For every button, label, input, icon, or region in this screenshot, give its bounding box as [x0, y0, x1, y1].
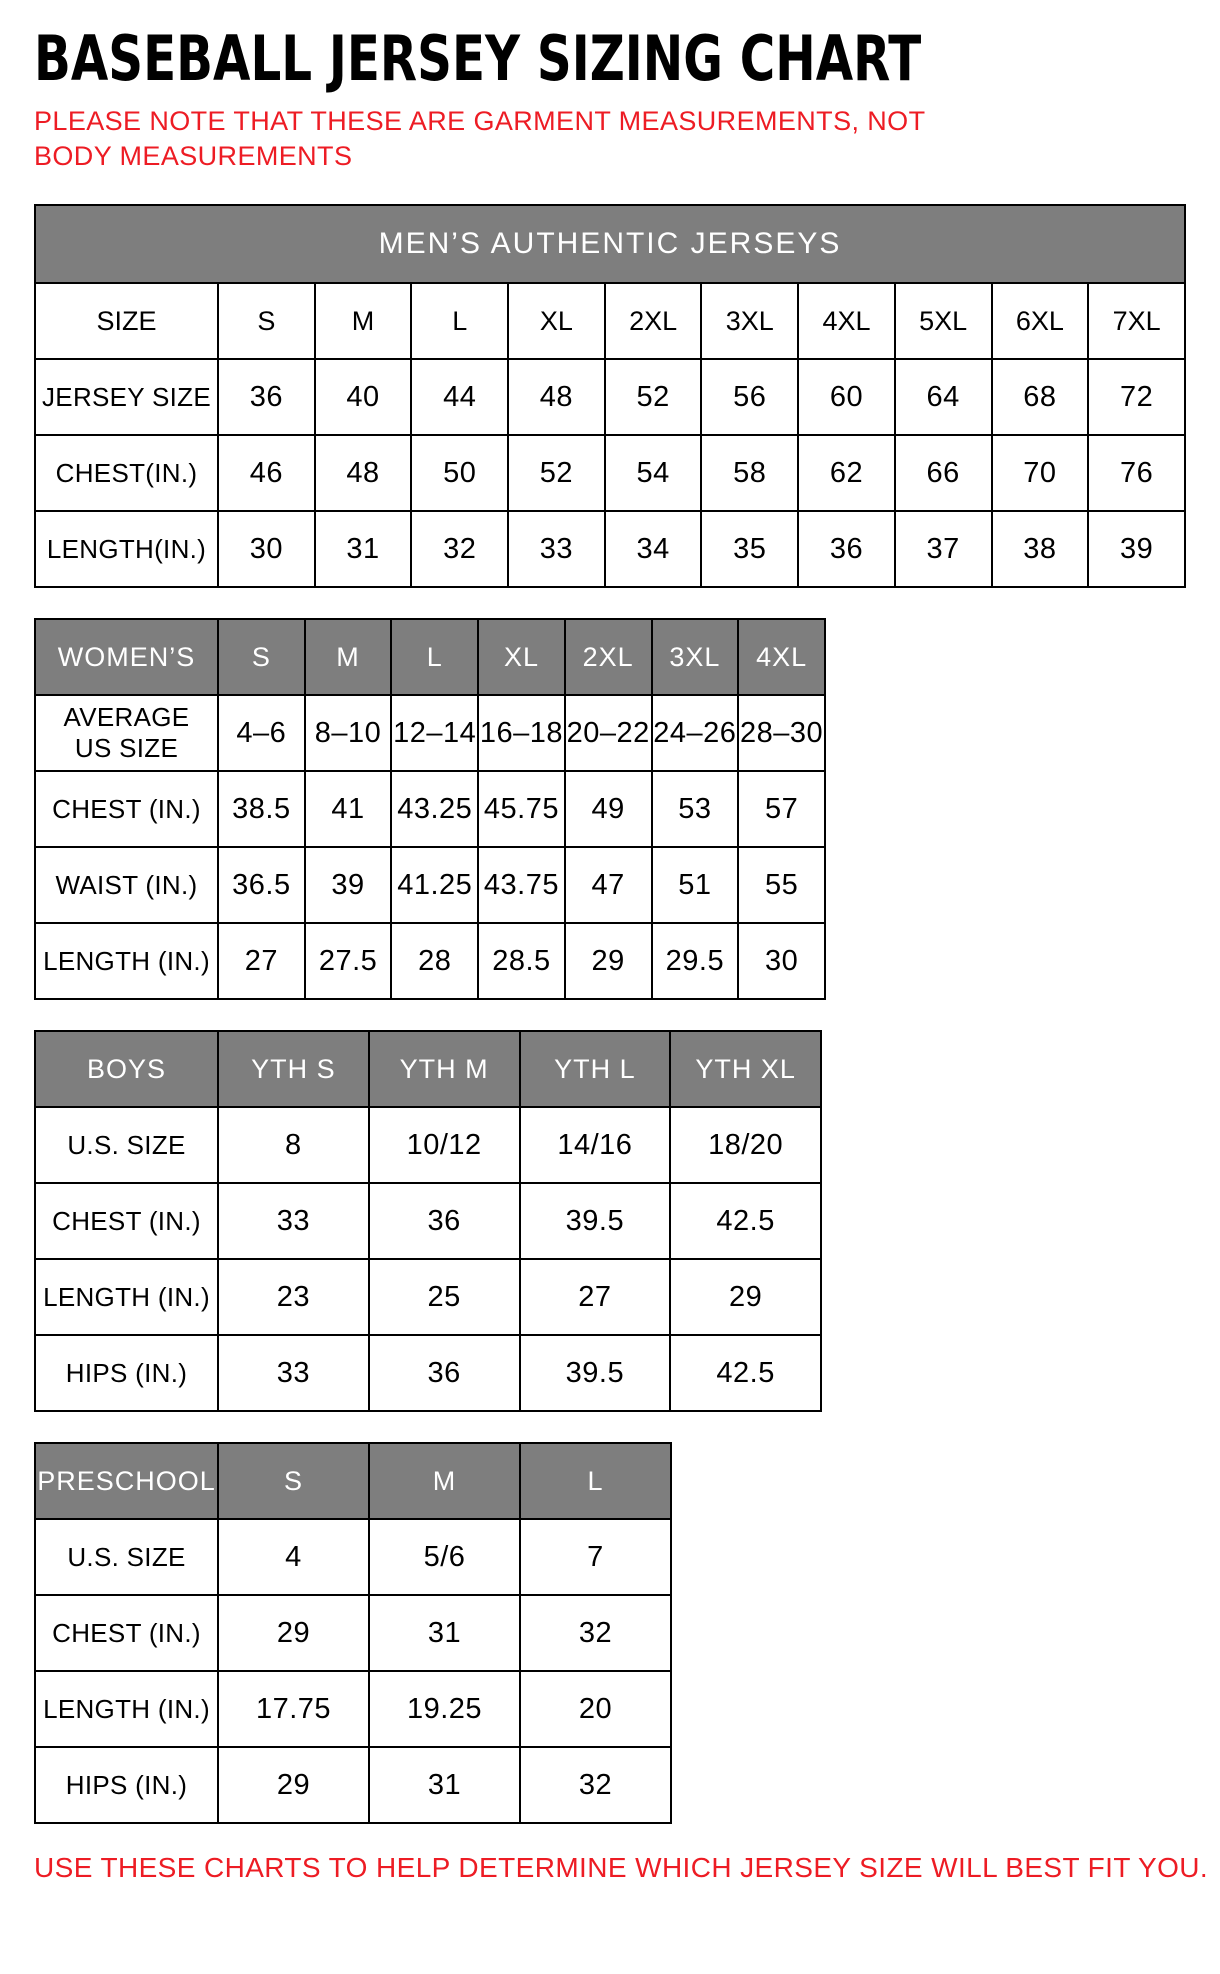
mens-value-cell: 35: [701, 511, 798, 587]
boys-data-row: [35, 1259, 821, 1335]
mens-sizing-table: [34, 204, 1186, 588]
womens-value-cell: 47: [565, 847, 652, 923]
womens-value-cell: 57: [738, 771, 825, 847]
mens-value-cell: 33: [508, 511, 605, 587]
womens-value-cell: 4–6: [218, 695, 305, 771]
preschool-value-cell: 29: [218, 1595, 369, 1671]
boys-value-cell: 39.5: [520, 1183, 671, 1259]
womens-value-cell: 16–18: [478, 695, 565, 771]
mens-header-cell: 4XL: [798, 283, 895, 359]
boys-row-label: LENGTH (IN.): [35, 1259, 218, 1335]
boys-data-row: [35, 1107, 821, 1183]
womens-row-label: WAIST (IN.): [35, 847, 218, 923]
preschool-value-cell: 17.75: [218, 1671, 369, 1747]
womens-value-cell: 20–22: [565, 695, 652, 771]
womens-row-label: AVERAGE US SIZE: [35, 695, 218, 771]
mens-data-row: [35, 435, 1185, 511]
mens-value-cell: 48: [508, 359, 605, 435]
mens-value-cell: 50: [411, 435, 508, 511]
mens-row-label: LENGTH(IN.): [35, 511, 218, 587]
mens-value-cell: 36: [798, 511, 895, 587]
mens-value-cell: 44: [411, 359, 508, 435]
womens-value-cell: 27: [218, 923, 305, 999]
mens-data-row: [35, 511, 1185, 587]
preschool-data-row: [35, 1747, 671, 1823]
mens-value-cell: 72: [1088, 359, 1185, 435]
boys-value-cell: 25: [369, 1259, 520, 1335]
mens-value-cell: 54: [605, 435, 702, 511]
mens-value-cell: 62: [798, 435, 895, 511]
womens-value-cell: 49: [565, 771, 652, 847]
mens-value-cell: 31: [315, 511, 412, 587]
womens-row-label: LENGTH (IN.): [35, 923, 218, 999]
womens-value-cell: 24–26: [652, 695, 739, 771]
mens-row-label: JERSEY SIZE: [35, 359, 218, 435]
womens-header-label: WOMEN’S: [35, 619, 218, 695]
boys-value-cell: 33: [218, 1183, 369, 1259]
boys-header-row: [35, 1031, 821, 1107]
mens-header-cell: XL: [508, 283, 605, 359]
womens-row-label: CHEST (IN.): [35, 771, 218, 847]
footer-note: USE THESE CHARTS TO HELP DETERMINE WHICH JERSEY SIZE WILL BEST FIT YOU.: [34, 1852, 1209, 1884]
preschool-header-label: PRESCHOOL: [35, 1443, 218, 1519]
boys-header-cell: YTH S: [218, 1031, 369, 1107]
mens-header-label: SIZE: [35, 283, 218, 359]
womens-header-cell: M: [305, 619, 392, 695]
mens-value-cell: 60: [798, 359, 895, 435]
womens-data-row: [35, 695, 825, 771]
boys-value-cell: 29: [670, 1259, 821, 1335]
womens-value-cell: 51: [652, 847, 739, 923]
boys-header-cell: YTH XL: [670, 1031, 821, 1107]
womens-value-cell: 8–10: [305, 695, 392, 771]
mens-header-cell: M: [315, 283, 412, 359]
boys-value-cell: 18/20: [670, 1107, 821, 1183]
mens-value-cell: 48: [315, 435, 412, 511]
mens-header-cell: 7XL: [1088, 283, 1185, 359]
boys-data-row: [35, 1183, 821, 1259]
mens-header-cell: 6XL: [992, 283, 1089, 359]
boys-row-label: U.S. SIZE: [35, 1107, 218, 1183]
preschool-value-cell: 5/6: [369, 1519, 520, 1595]
boys-header-label: BOYS: [35, 1031, 218, 1107]
boys-value-cell: 42.5: [670, 1183, 821, 1259]
womens-value-cell: 41: [305, 771, 392, 847]
preschool-value-cell: 4: [218, 1519, 369, 1595]
mens-banner-title: MEN’S AUTHENTIC JERSEYS: [35, 205, 1185, 283]
womens-value-cell: 43.75: [478, 847, 565, 923]
page-title: BASEBALL JERSEY SIZING CHART: [34, 22, 922, 95]
boys-value-cell: 8: [218, 1107, 369, 1183]
womens-value-cell: 55: [738, 847, 825, 923]
mens-banner-row: [35, 205, 1185, 283]
mens-header-cell: 5XL: [895, 283, 992, 359]
preschool-data-row: [35, 1595, 671, 1671]
preschool-value-cell: 7: [520, 1519, 671, 1595]
boys-sizing-table: [34, 1030, 822, 1412]
womens-header-cell: 2XL: [565, 619, 652, 695]
mens-value-cell: 39: [1088, 511, 1185, 587]
mens-header-cell: 2XL: [605, 283, 702, 359]
boys-value-cell: 14/16: [520, 1107, 671, 1183]
womens-header-cell: L: [391, 619, 478, 695]
preschool-row-label: CHEST (IN.): [35, 1595, 218, 1671]
womens-header-cell: 3XL: [652, 619, 739, 695]
boys-header-cell: YTH M: [369, 1031, 520, 1107]
sizing-chart-page: [34, 22, 1209, 1884]
preschool-value-cell: 32: [520, 1747, 671, 1823]
preschool-value-cell: 32: [520, 1595, 671, 1671]
mens-value-cell: 56: [701, 359, 798, 435]
mens-value-cell: 30: [218, 511, 315, 587]
mens-value-cell: 52: [605, 359, 702, 435]
preschool-value-cell: 29: [218, 1747, 369, 1823]
mens-value-cell: 70: [992, 435, 1089, 511]
boys-value-cell: 36: [369, 1183, 520, 1259]
boys-header-cell: YTH L: [520, 1031, 671, 1107]
preschool-value-cell: 31: [369, 1747, 520, 1823]
mens-value-cell: 38: [992, 511, 1089, 587]
preschool-header-row: [35, 1443, 671, 1519]
mens-value-cell: 37: [895, 511, 992, 587]
womens-value-cell: 28: [391, 923, 478, 999]
womens-value-cell: 45.75: [478, 771, 565, 847]
boys-value-cell: 39.5: [520, 1335, 671, 1411]
womens-sizing-table: [34, 618, 826, 1000]
boys-value-cell: 42.5: [670, 1335, 821, 1411]
womens-data-row: [35, 847, 825, 923]
womens-value-cell: 39: [305, 847, 392, 923]
boys-value-cell: 10/12: [369, 1107, 520, 1183]
preschool-row-label: U.S. SIZE: [35, 1519, 218, 1595]
womens-value-cell: 53: [652, 771, 739, 847]
mens-header-cell: L: [411, 283, 508, 359]
mens-row-label: CHEST(IN.): [35, 435, 218, 511]
mens-value-cell: 32: [411, 511, 508, 587]
womens-data-row: [35, 771, 825, 847]
womens-value-cell: 36.5: [218, 847, 305, 923]
mens-header-cell: S: [218, 283, 315, 359]
womens-value-cell: 28.5: [478, 923, 565, 999]
preschool-data-row: [35, 1519, 671, 1595]
mens-value-cell: 34: [605, 511, 702, 587]
mens-value-cell: 64: [895, 359, 992, 435]
mens-header-cell: 3XL: [701, 283, 798, 359]
boys-row-label: HIPS (IN.): [35, 1335, 218, 1411]
boys-value-cell: 33: [218, 1335, 369, 1411]
mens-value-cell: 36: [218, 359, 315, 435]
mens-value-cell: 58: [701, 435, 798, 511]
preschool-data-row: [35, 1671, 671, 1747]
womens-value-cell: 30: [738, 923, 825, 999]
garment-measurement-note: PLEASE NOTE THAT THESE ARE GARMENT MEASUREMENTS, NOT BODY MEASUREMENTS: [34, 106, 925, 172]
womens-header-cell: S: [218, 619, 305, 695]
preschool-value-cell: 20: [520, 1671, 671, 1747]
womens-header-cell: XL: [478, 619, 565, 695]
womens-header-row: [35, 619, 825, 695]
preschool-header-cell: M: [369, 1443, 520, 1519]
mens-value-cell: 40: [315, 359, 412, 435]
preschool-value-cell: 19.25: [369, 1671, 520, 1747]
womens-value-cell: 28–30: [738, 695, 825, 771]
preschool-header-cell: L: [520, 1443, 671, 1519]
boys-value-cell: 36: [369, 1335, 520, 1411]
womens-value-cell: 38.5: [218, 771, 305, 847]
womens-value-cell: 27.5: [305, 923, 392, 999]
mens-value-cell: 76: [1088, 435, 1185, 511]
womens-header-cell: 4XL: [738, 619, 825, 695]
preschool-value-cell: 31: [369, 1595, 520, 1671]
boys-row-label: CHEST (IN.): [35, 1183, 218, 1259]
boys-value-cell: 27: [520, 1259, 671, 1335]
womens-value-cell: 12–14: [391, 695, 478, 771]
mens-value-cell: 68: [992, 359, 1089, 435]
preschool-header-cell: S: [218, 1443, 369, 1519]
mens-value-cell: 52: [508, 435, 605, 511]
boys-value-cell: 23: [218, 1259, 369, 1335]
preschool-row-label: HIPS (IN.): [35, 1747, 218, 1823]
preschool-row-label: LENGTH (IN.): [35, 1671, 218, 1747]
mens-data-row: [35, 359, 1185, 435]
boys-data-row: [35, 1335, 821, 1411]
womens-value-cell: 29.5: [652, 923, 739, 999]
mens-header-row: [35, 283, 1185, 359]
womens-data-row: [35, 923, 825, 999]
womens-value-cell: 41.25: [391, 847, 478, 923]
womens-value-cell: 43.25: [391, 771, 478, 847]
mens-value-cell: 66: [895, 435, 992, 511]
womens-value-cell: 29: [565, 923, 652, 999]
preschool-sizing-table: [34, 1442, 672, 1824]
mens-value-cell: 46: [218, 435, 315, 511]
